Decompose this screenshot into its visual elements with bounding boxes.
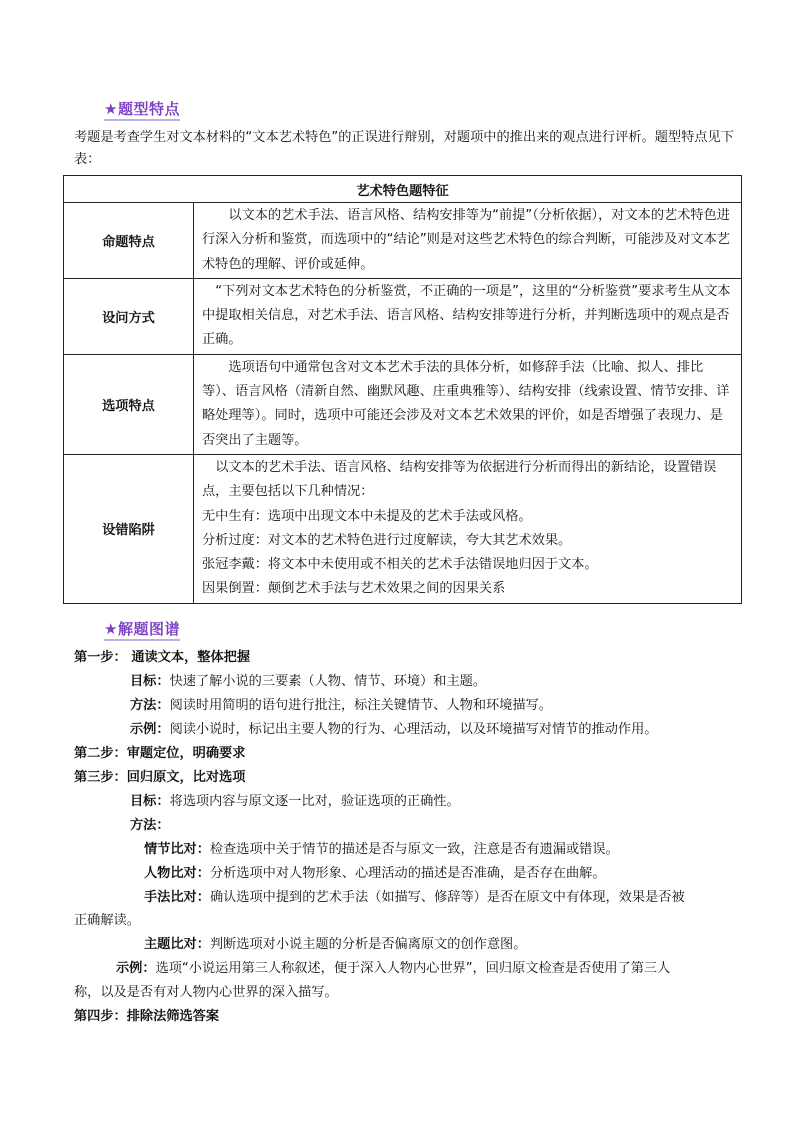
table-row <box>64 203 742 279</box>
section-heading-features: ★题型特点 <box>104 98 180 119</box>
step-1-goal: 目标：快速了解小说的三要素（人物、情节、环境）和主题。 <box>130 674 487 689</box>
step-3-method-label: 方法： <box>130 818 170 833</box>
row-label: 选项特点 <box>64 354 194 454</box>
step-3-technique-compare: 手法比对：确认选项中提到的艺术手法（如描写、修辞等）是否在原文中有体现，效果是否被 <box>144 890 685 905</box>
step-3-title: 第三步：回归原文，比对选项 <box>74 770 246 785</box>
table-header-row <box>64 176 742 203</box>
step-4-title: 第四步：排除法筛选答案 <box>74 1009 220 1024</box>
row-content: 以文本的艺术手法、语言风格、结构安排等为依据进行分析而得出的新结论，设置错误点，主要包括以下几种情况： 无中生有：选项中出现文本中未提及的艺术手法或风格。 分析过度：对文本的艺术特色进行过度解读，夸大其艺术效果。 张冠李戴：将文本中未使用或不相关的艺术手法错误地归因于文本。 因果倒置：颠倒艺术手法与艺术效果之间的因果关系 <box>194 454 742 603</box>
row-label: 设问方式 <box>64 278 194 354</box>
step-3-technique-cont: 正确解读。 <box>74 913 140 928</box>
step-1-title: 第一步： 通读文本，整体把握 <box>74 650 251 665</box>
table-row <box>64 454 742 603</box>
step-1-example: 示例：阅读小说时，标记出主要人物的行为、心理活动，以及环境描写对情节的推动作用。 <box>130 722 658 737</box>
step-3-theme-compare: 主题比对：判断选项对小说主题的分析是否偏离原文的创作意图。 <box>144 937 527 952</box>
step-1-method: 方法：阅读时用简明的语句进行批注，标注关键情节、人物和环境描写。 <box>130 698 552 713</box>
table-row <box>64 354 742 454</box>
section-heading-method: ★解题图谱 <box>104 618 180 639</box>
row-label: 设错陷阱 <box>64 454 194 603</box>
row-content: “下列对文本艺术特色的分析鉴赏，不正确的一项是”，这里的“分析鉴赏”要求考生从文本中提取相关信息，对艺术手法、语言风格、结构安排等进行分析，并判断选项中的观点是否正确。 <box>194 278 742 354</box>
step-3-example-cont: 称，以及是否有对人物内心世界的深入描写。 <box>74 985 338 1000</box>
table-row <box>64 278 742 354</box>
features-table <box>63 175 742 604</box>
table-header: 艺术特色题特征 <box>64 176 742 203</box>
intro-paragraph: 考题是考查学生对文本材料的“文本艺术特色”的正误进行辩别，对题项中的推出来的观点进行评析。题型特点见下表： <box>74 130 734 167</box>
step-3-example: 示例：选项“小说运用第三人称叙述，便于深入人物内心世界”，回归原文检查是否使用了第三人 <box>116 961 671 976</box>
step-2-title: 第二步：审题定位，明确要求 <box>74 746 246 761</box>
step-3-character-compare: 人物比对：分析选项中对人物形象、心理活动的描述是否准确，是否存在曲解。 <box>144 866 606 881</box>
row-content: 以文本的艺术手法、语言风格、结构安排等为“前提”（分析依据），对文本的艺术特色进行深入分析和鉴赏，而选项中的“结论”则是对这些艺术特色的综合判断，可能涉及对文本艺术特色的理解、评价或延伸。 <box>194 203 742 279</box>
row-content: 选项语句中通常包含对文本艺术手法的具体分析，如修辞手法（比喻、拟人、排比等）、语言风格（清新自然、幽默风趣、庄重典雅等）、结构安排（线索设置、情节安排、详略处理等）。同时，选项中可能还会涉及对文本艺术效果的评价，如是否增强了表现力、是否突出了主题等。 <box>194 354 742 454</box>
row-label: 命题特点 <box>64 203 194 279</box>
step-3-plot-compare: 情节比对：检查选项中关于情节的描述是否与原文一致，注意是否有遗漏或错误。 <box>144 842 619 857</box>
step-3-goal: 目标：将选项内容与原文逐一比对，验证选项的正确性。 <box>130 794 460 809</box>
